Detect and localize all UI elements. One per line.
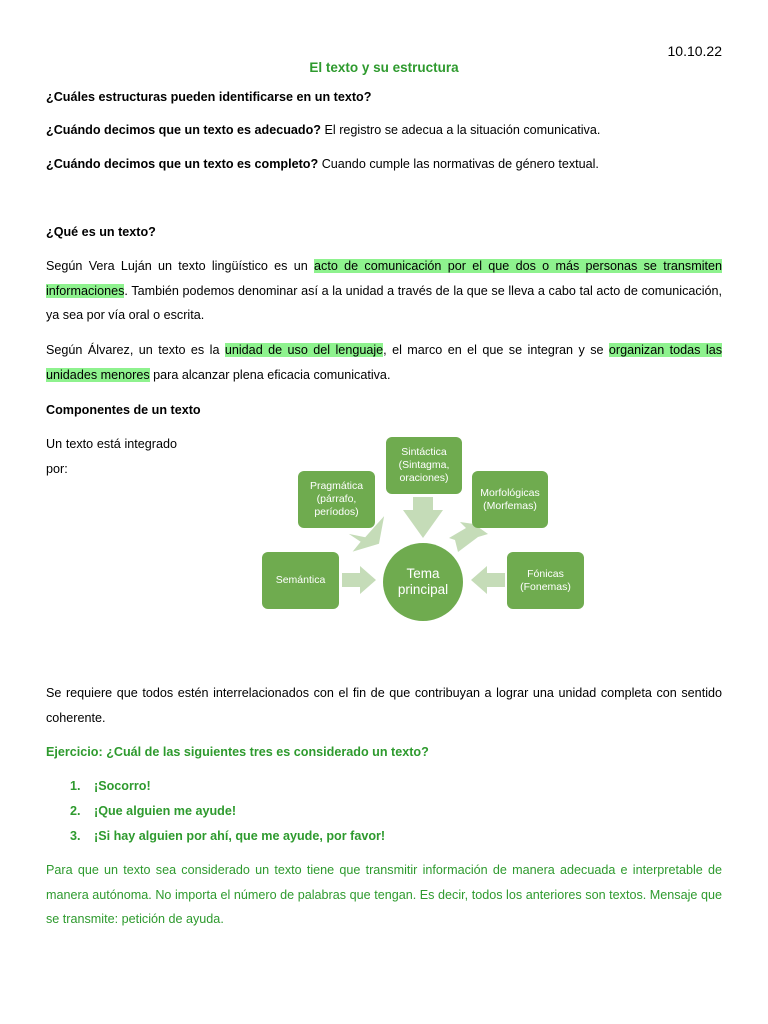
list-item [46,824,722,849]
question-what-is-text: ¿Qué es un texto? [46,225,156,239]
node-semantica: Semántica [262,552,339,609]
question-structures: ¿Cuáles estructuras pueden identificarse en un texto? [46,90,372,104]
document-date: 10.10.22 [667,43,722,59]
list-item [46,774,722,799]
exercise-question: Ejercicio: ¿Cuál de las siguientes tres es considerado un texto? [46,745,429,759]
arrow-from-semantica [342,566,376,594]
components-heading: Componentes de un texto [46,403,201,417]
question-adequate-q: ¿Cuándo decimos que un texto es adecuado? [46,123,322,137]
list-item-text: ¡Que alguien me ayude! [94,804,237,818]
paragraph-alvarez-text-3: para alcanzar plena eficacia comunicativa. [149,367,391,382]
list-item [46,799,722,824]
list-item-number: 2. [70,804,81,818]
node-morfologicas: Morfológicas (Morfemas) [472,471,548,528]
arrow-from-fonicas [471,566,505,594]
arrow-from-sintactica [403,497,443,538]
node-pragmatica: Pragmática (párrafo, períodos) [298,471,375,528]
paragraph-vera-lujan-text-1: Según Vera Luján un texto lingüístico es un [46,259,315,273]
node-sintactica: Sintáctica (Sintagma, oraciones) [386,437,462,494]
paragraph-alvarez-text-2: , el marco en el que se integran y se [383,343,609,357]
exercise-answer: Para que un texto sea considerado un texto tiene que transmitir información de manera adecuada e interpretable de manera autónoma. No importa el número de palabras que tengan. Es decir, todos los anteriores son textos. Mensaje que se transmite: petición de ayuda. [46,863,722,926]
highlight-acto-comunicacion: acto de comunicación por el que dos o más personas se transmiten informaciones [46,259,723,298]
paragraph-interrelated: Se requiere que todos estén interrelacionados con el fin de que contribuyan a lograr una unidad completa con sentido coherente. [46,686,722,725]
list-item-number: 1. [70,779,81,793]
paragraph-vera-lujan-text-2: . También podemos denominar así a la unidad a través de la que se lleva a cabo tal acto de comunicación, ya sea por vía oral o escrita. [46,283,722,322]
question-complete-q: ¿Cuándo decimos que un texto es completo? [46,157,319,171]
highlight-unidades-menores: organizan todas las unidades menores [46,343,722,382]
list-item-text: ¡Socorro! [94,779,151,793]
highlight-unidad-uso: unidad de uso del lenguaje [224,343,384,357]
document-title: El texto y su estructura [309,60,459,75]
list-item-number: 3. [70,829,81,843]
node-tema-principal: Tema principal [383,543,463,621]
exercise-list [46,774,722,849]
node-fonicas: Fónicas (Fonemas) [507,552,584,609]
question-complete-a: Cuando cumple las normativas de género textual. [318,157,599,171]
integrated-by-text: Un texto está integrado por: [46,437,177,476]
paragraph-alvarez-text-1: Según Álvarez, un texto es la [46,343,225,357]
question-adequate-a: El registro se adecua a la situación comunicativa. [321,123,601,137]
list-item-text: ¡Si hay alguien por ahí, que me ayude, por favor! [94,829,386,843]
